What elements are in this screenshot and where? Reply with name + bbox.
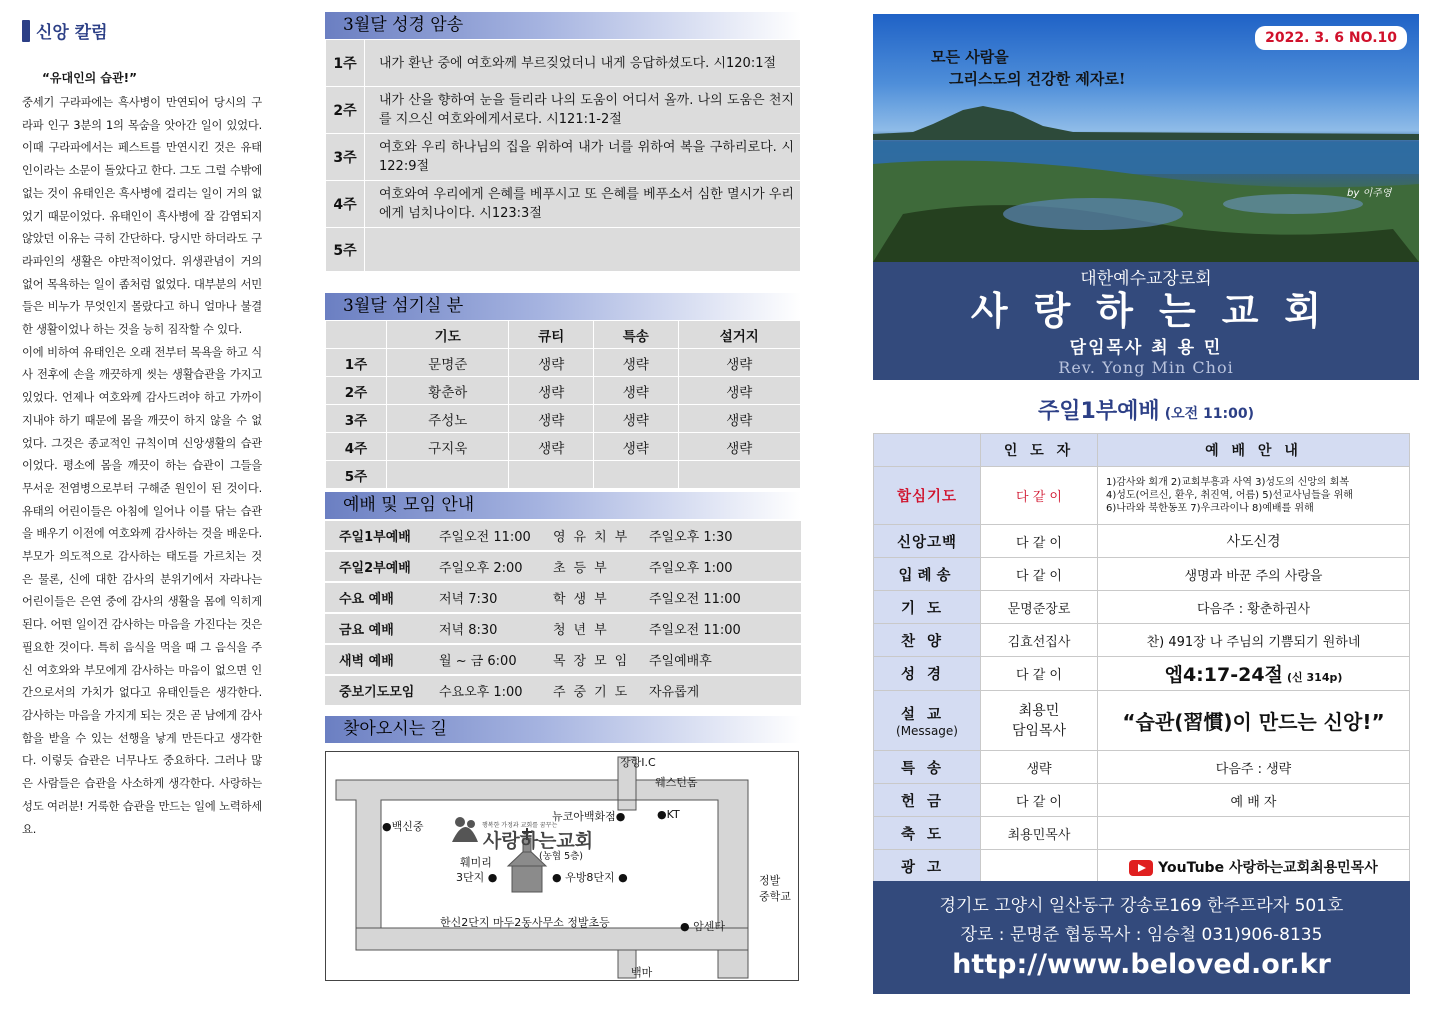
table-row: 입례송 다 같 이 생명과 바꾼 주의 사랑을: [874, 558, 1410, 591]
table-row: 금요 예배 저녁 8:30 청년부 주일오전 11:00: [325, 613, 801, 644]
map-label-humiri-block: 3단지 ●: [456, 871, 498, 884]
denomination: 대한예수교장로회: [1080, 269, 1212, 289]
service-name: 주일1부예배: [1038, 399, 1160, 424]
worship-table: [325, 519, 801, 707]
issue-date-badge: 2022. 3. 6 NO.10: [1255, 26, 1407, 50]
table-row: 5주: [326, 461, 801, 489]
column-paragraph: 중세기 구라파에는 흑사병이 만연되어 당시의 구라파 인구 3분의 1의 목숨을 앗아간 일이 있었다. 이때 구라파에서는 페스트를 만연시킨 것은 유태인이라는 소문이 돌았다고 한다. 그도 그럴 수밖에 없는 것이 유태인은 흑사병에 걸리는 일이 거의 없었기 때문이었다. 유태인이 흑사병에 잘 감염되지 않았던 이유는 극히 간단하다. 당시만 하더라도 구라파인의 생활은 야만적이었다. 위생관념이 거의 없어 목욕하는 일이 좀처럼 없었다. 대부분의 서민들은 비누가 무엇인지 몰랐다고 하니 얼마나 불결한 생활이었나 하는 것을 능히 짐작할 수 있다.: [22, 96, 262, 337]
table-row: 합심기도 다 같 이 1)감사와 회개 2)교회부흥과 사역 3)성도의 신앙의 회복 4)성도(어르신, 환우, 취진역, 어름) 5)선교사님들을 위해 6)나라와 북한동포 7)우크라이나 8)예배를 위해: [874, 467, 1410, 525]
service-time: (오전 11:00): [1164, 406, 1254, 422]
table-row: 2주 내가 산을 향하여 눈을 들리라 나의 도움이 어디서 올까. 나의 도움은 천지를 지으신 여호와에게서로다. 시121:1-2절: [326, 87, 801, 134]
map-label-westerndom: 웨스턴돔: [655, 776, 698, 789]
table-row: 1주 문명준 생략 생략 생략: [326, 349, 801, 377]
worship-order-table: [873, 433, 1410, 884]
map-label-kt: ●KT: [657, 808, 680, 821]
map-label-woobang: ● 우방8단지 ●: [552, 871, 628, 884]
table-row: 중보기도모임 수요오후 1:00 주중기도 자유롭게: [325, 675, 801, 706]
table-header-row: 기도 큐티 특송 설거지: [326, 321, 801, 349]
map-label-church: 사랑하는교회: [483, 830, 594, 852]
table-row: 설교 (Message) 최용민 담임목사 “습관(習慣)이 만드는 신앙!”: [874, 691, 1410, 751]
table-row: 헌금 다 같 이 예 배 자: [874, 784, 1410, 817]
youtube-channel-name: 사랑하는교회최용민목사: [1228, 859, 1378, 876]
table-row: 찬양 김효선집사 찬) 491장 나 주님의 기쁨되기 원하네: [874, 624, 1410, 657]
servers-heading: 3월달 섬기실 분: [325, 293, 801, 320]
church-logo-icon: [452, 817, 478, 842]
pastor-name-en: Rev. Yong Min Choi: [1058, 358, 1234, 377]
table-header-row: 인 도 자 예 배 안 내: [874, 434, 1410, 467]
table-row: 주일2부예배 주일오후 2:00 초등부 주일오후 1:00: [325, 551, 801, 582]
table-row: 광고 YouTube 사랑하는교회최용민목사: [874, 850, 1410, 884]
map-label-newcore: 뉴코아백화점●: [552, 810, 626, 823]
worship-heading: 예배 및 모임 안내: [325, 492, 801, 519]
church-banner: [873, 262, 1419, 380]
table-row: 수요 예배 저녁 7:30 학생부 주일오전 11:00: [325, 582, 801, 613]
church-contact-footer: [873, 881, 1410, 994]
slogan-line-1: 모든 사람을: [931, 48, 1009, 66]
map-label-jeongbal-ms2: 중학교: [759, 890, 791, 903]
table-row: 3주 주성노 생략 생략 생략: [326, 405, 801, 433]
servers-table: [325, 320, 801, 489]
scripture-page: (신 314p): [1287, 671, 1343, 684]
church-address: 경기도 고양시 일산동구 강송로169 한주프라자 501호: [939, 896, 1344, 916]
table-row: 신앙고백 다 같 이 사도신경: [874, 525, 1410, 558]
map-label-baekshin: ●백신중: [382, 820, 424, 833]
map-label-church-sub: 행복한 가정과 교회를 꿈꾸는: [482, 822, 558, 829]
table-row: 새벽 예배 월 ~ 금 6:00 목장모임 주일예배후: [325, 644, 801, 675]
servers-section: [325, 293, 801, 489]
column-title: “유대인의 습관!”: [42, 71, 137, 85]
memorize-table: [325, 39, 801, 272]
map-label-amcenter: ● 암센타: [680, 920, 725, 933]
table-row: 2주 황춘하 생략 생략 생략: [326, 377, 801, 405]
church-name: 사랑하는교회: [970, 289, 1348, 333]
sermon-title: “습관(習慣)이 만드는 신앙!”: [1098, 691, 1410, 751]
photo-credit: by 이주영: [1347, 188, 1392, 199]
location-map: [325, 751, 799, 981]
table-row: 1주 내가 환난 중에 여호와께 부르짖었더니 내게 응답하셨도다. 시120:1절: [326, 40, 801, 87]
table-row: 4주 구지욱 생략 생략 생략: [326, 433, 801, 461]
youtube-wordmark: YouTube: [1158, 859, 1225, 876]
faith-column: [22, 18, 262, 841]
scripture-reference: 엡4:17-24절: [1164, 664, 1283, 686]
table-row: 5주: [326, 228, 801, 272]
table-row: 축도 최용민목사: [874, 817, 1410, 850]
column-paragraph: 이에 비하여 유태인은 오래 전부터 목욕을 하고 식사 전후에 손을 깨끗하게 씻는 생활습관을 가지고 있었다. 언제나 여호와께 감사드려야 하고 가까이 지내야 하기 때문에 몸을 깨끗이 하지 않을 수 없었다. 그것은 종교적인 규칙이며 신앙생활의 습관이었다. 평소에 몸을 깨끗이 하는 습관이 그들을 무서운 전염병으로부터 구해준 원인이 된 것이다. 유태의 어린이들은 아침에 일어나 이를 닦는 습관을 배우기 이전에 여호와께 감사하는 것을 배운다. 부모가 의도적으로 감사하는 태도를 가르치는 것은 물론, 신에 대한 감사의 분위기에서 자라나는 어린이들은 은연 중에 감사의 생활을 몸에 익히게 된다. 어떤 일이건 감사하는 마음을 가진다는 것은 필요한 것이다. 특히 음식을 먹을 때 그 음식을 주신 여호와와 부모에게 감사하는 마음이 없으면 인간으로서의 가치가 없다고 유태인들은 생각한다. 감사하는 마음을 가지게 되는 것은 곧 남에게 감사함을 받을 수 있는 선행을 낳게 만든다고 생각한다. 이렇듯 습관은 너무나도 중요하다. 그러나 많은 사람들은 습관을 사소하게 생각한다. 사랑하는 성도 여러분! 거룩한 습관을 만드는 일에 노력하세요.: [22, 345, 262, 836]
youtube-channel-link[interactable]: [1098, 850, 1410, 884]
service-title: [873, 394, 1419, 425]
map-label-ic: 장항I.C: [620, 756, 656, 769]
church-contacts: 장로 : 문명준 협동목사 : 임승철 031)906-8135: [960, 925, 1323, 945]
memorize-heading: 3월달 성경 암송: [325, 12, 801, 39]
table-row: 성경 다 같 이 엡4:17-24절 (신 314p): [874, 657, 1410, 691]
worship-section: [325, 492, 801, 707]
table-row: 주일1부예배 주일오전 11:00 영유치부 주일오후 1:30: [325, 520, 801, 551]
pastor-name: 담임목사 최 용 민: [1069, 338, 1223, 358]
map-label-bottom-row: 한신2단지 마두2동사무소 정발초등: [440, 916, 610, 929]
directions-heading: 찾아오시는 길: [325, 716, 801, 743]
map-label-jeongbal-ms: 정발: [759, 874, 781, 887]
column-body: [22, 92, 262, 841]
table-row: 기도 문명준장로 다음주 : 황춘하권사: [874, 591, 1410, 624]
memorize-section: [325, 12, 801, 272]
road-map-graphic: [326, 752, 798, 980]
table-row: 특송 생략 다음주 : 생략: [874, 751, 1410, 784]
worship-order: [873, 433, 1410, 884]
map-label-humiri: 훼미리: [460, 856, 492, 869]
column-heading: 신앙 칼럼: [22, 18, 262, 43]
slogan-line-2: 그리스도의 건강한 제자로!: [949, 70, 1126, 88]
table-row: 4주 여호와여 우리에게 은혜를 베푸시고 또 은혜를 베푸소서 심한 멸시가 우리에게 넘치나이다. 시123:3절: [326, 181, 801, 228]
map-label-church-floor: (농협 5층): [539, 851, 584, 862]
table-row: 3주 여호와 우리 하나님의 집을 위하여 내가 너를 위하여 복을 구하리로다. 시122:9절: [326, 134, 801, 181]
map-label-baekma: 백마: [631, 966, 653, 979]
church-website-link[interactable]: http://www.beloved.or.kr: [952, 949, 1331, 980]
heading-bar-icon: [22, 20, 30, 42]
youtube-play-icon: [1129, 860, 1153, 876]
cover-photo: [873, 14, 1419, 262]
directions-section: [325, 716, 801, 743]
